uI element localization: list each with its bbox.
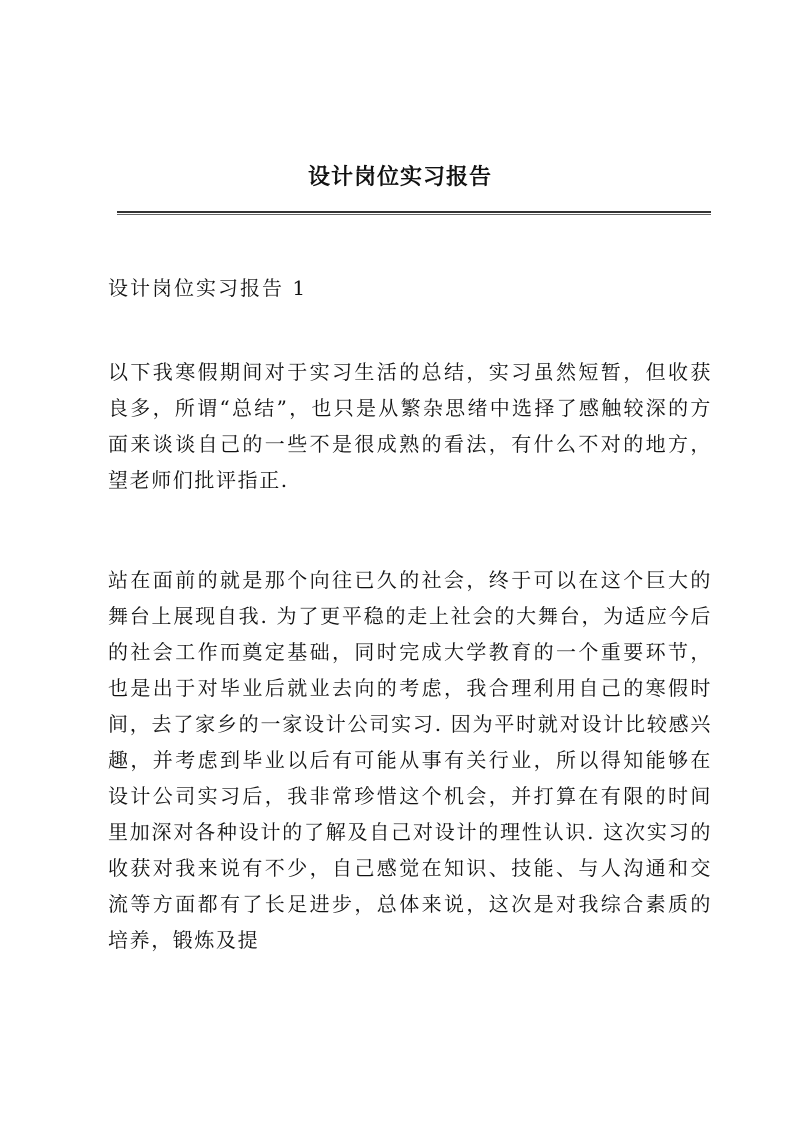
title-divider (117, 211, 711, 215)
page-title: 设计岗位实习报告 (307, 164, 492, 190)
paragraph-body: 站在面前的就是那个向往已久的社会，终于可以在这个巨大的舞台上展现自我. 为了更平稳的走上社会的大舞台，为适应今后的社会工作而奠定基础，同时完成大学教育的一个重要环节，也是出于对毕业后就业去向的考虑，我合理利用自己的寒假时间，去了家乡的一家设计公司实习. 因为平时就对设计比较感兴趣，并考虑到毕业以后有可能从事有关行业，所以得知能够在设计公司实习后，我非常珍惜这个机会，并打算在有限的时间里加深对各种设计的了解及自己对设计的理性认识. 这次实习的收获对我来说有不少，自己感觉在知识、技能、与人沟通和交流等方面都有了长足进步，总体来说，这次是对我综合素质的培养，锻炼及提 (108, 568, 712, 952)
section-heading: 设计岗位实习报告 1 (108, 276, 308, 300)
paragraph-intro: 以下我寒假期间对于实习生活的总结，实习虽然短暂，但收获良多，所谓“总结”，也只是从繁杂思绪中选择了感触较深的方面来谈谈自己的一些不是很成熟的看法，有什么不对的地方，望老师们批评指正. (108, 360, 712, 492)
